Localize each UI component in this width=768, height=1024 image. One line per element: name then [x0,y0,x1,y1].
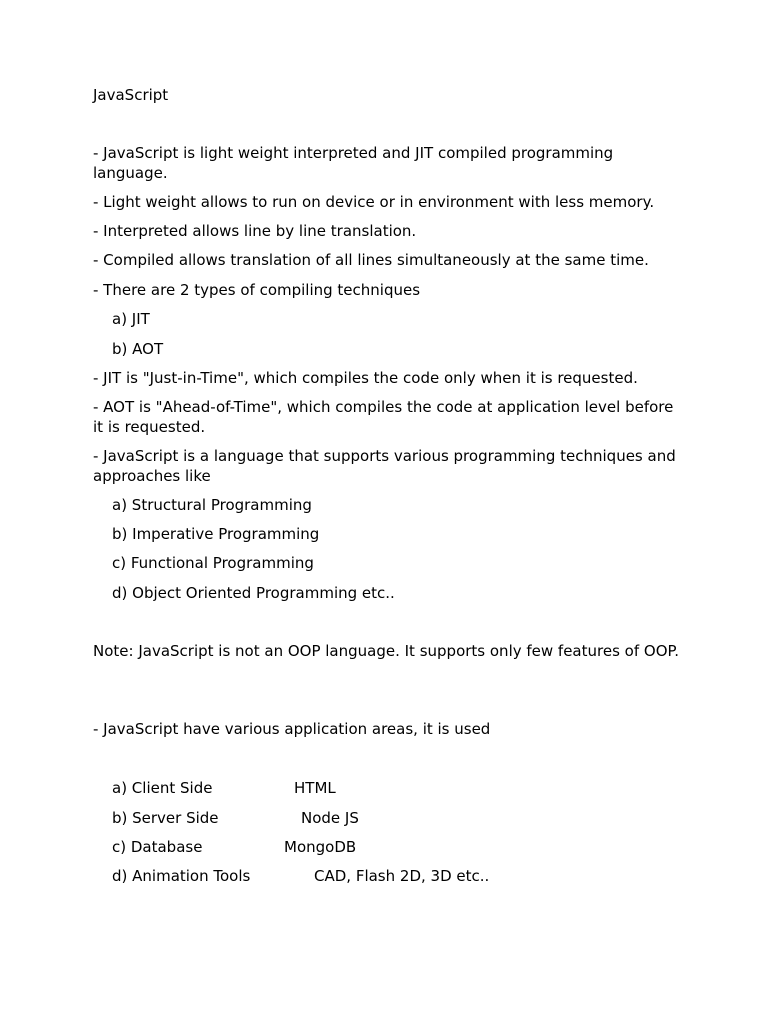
paragraph-intro: - JavaScript is light weight interpreted and JIT compiled programming language. [93,144,614,182]
paragraph-compiled: - Compiled allows translation of all lines simultaneously at the same time. [93,251,649,269]
paragraph-techniques: - JavaScript is a language that supports various programming techniques and approaches like [93,447,676,485]
list-item-area [112,779,336,799]
area-label: b) Server Side [112,809,219,827]
list-item-area [112,809,359,829]
list-item-technique: c) Functional Programming [112,554,314,572]
area-value: CAD, Flash 2D, 3D etc.. [314,867,490,885]
paragraph-light-weight: - Light weight allows to run on device or in environment with less memory. [93,193,655,211]
paragraph-jit: - JIT is "Just-in-Time", which compiles the code only when it is requested. [93,369,638,387]
area-value: HTML [294,779,336,797]
list-item-compile-type: a) JIT [112,310,150,328]
paragraph-interpreted: - Interpreted allows line by line translation. [93,222,417,240]
paragraph-application-areas: - JavaScript have various application areas, it is used [93,720,491,738]
list-item-technique: a) Structural Programming [112,496,312,514]
list-item-area [112,838,357,858]
document-title: JavaScript [93,86,169,104]
note-paragraph: Note: JavaScript is not an OOP language. It supports only few features of OOP. [93,642,679,660]
area-value: Node JS [301,809,359,827]
paragraph-compiling-techniques: - There are 2 types of compiling techniques [93,281,421,299]
list-item-compile-type: b) AOT [112,340,164,358]
list-item-technique: d) Object Oriented Programming etc.. [112,584,395,602]
area-label: a) Client Side [112,779,213,797]
list-item-area [112,867,490,887]
list-item-technique: b) Imperative Programming [112,525,320,543]
area-value: MongoDB [284,838,357,856]
paragraph-aot: - AOT is "Ahead-of-Time", which compiles the code at application level before it is requested. [93,398,674,436]
area-label: d) Animation Tools [112,867,251,885]
area-label: c) Database [112,838,203,856]
